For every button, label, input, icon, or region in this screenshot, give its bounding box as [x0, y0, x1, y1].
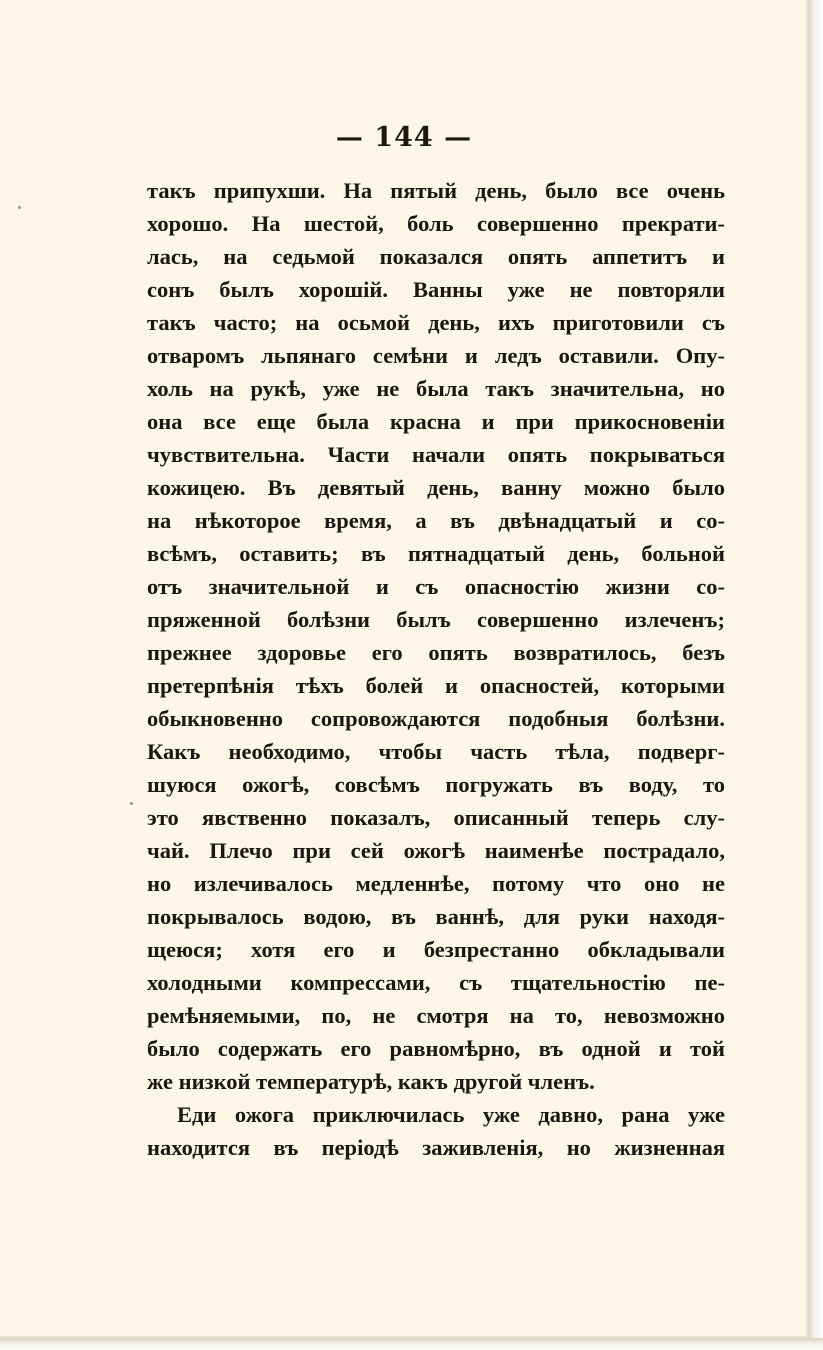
page-edge-bottom: [0, 1338, 823, 1350]
paper-speck: [130, 802, 133, 805]
body-text: [147, 174, 725, 1164]
text-line: она все еще была красна и при прикосновеніи: [147, 409, 725, 434]
text-line: прежнее здоровье его опять возвратилось, безъ: [147, 640, 725, 665]
text-line: щеюся; хотя его и безпрестанно обкладывали: [147, 937, 725, 962]
text-line: находится въ періодѣ заживленія, но жизненная: [147, 1135, 725, 1160]
text-line: покрывалось водою, въ ваннѣ, для руки находя-: [147, 904, 725, 929]
text-line: всѣмъ, оставить; въ пятнадцатый день, больной: [147, 541, 725, 566]
text-line: претерпѣнія тѣхъ болей и опасностей, которыми: [147, 673, 725, 698]
text-line: было содержать его равномѣрно, въ одной и той: [147, 1036, 725, 1061]
text-line: кожицею. Въ девятый день, ванну можно было: [147, 475, 725, 500]
text-line: но излечивалось медленнѣе, потому что оно не: [147, 871, 725, 896]
page-edge-right: [808, 0, 823, 1350]
text-line: отваромъ льпянаго семѣни и ледъ оставили. Опу-: [147, 343, 725, 368]
text-line: же низкой температурѣ, какъ другой членъ.: [147, 1069, 595, 1094]
text-line: такъ припухши. На пятый день, было все очень: [147, 178, 725, 203]
text-line: отъ значительной и съ опасностію жизни со-: [147, 574, 725, 599]
text-line: обыкновенно сопровождаются подобныя болѣзни.: [147, 706, 725, 731]
text-line: холодными компрессами, съ тщательностію пе-: [147, 970, 725, 995]
text-line: лась, на седьмой показался опять аппетитъ и: [147, 244, 725, 269]
text-line: хорошо. На шестой, боль совершенно прекрати-: [147, 211, 725, 236]
text-line: чувствительна. Части начали опять покрываться: [147, 442, 725, 467]
text-line: на нѣкоторое время, а въ двѣнадцатый и со-: [147, 508, 725, 533]
paper-speck: [18, 206, 21, 209]
page-number: — 144 —: [335, 122, 473, 153]
text-line: Какъ необходимо, чтобы часть тѣла, подверг-: [147, 739, 725, 764]
text-line: холь на рукѣ, уже не была такъ значительна, но: [147, 376, 725, 401]
text-line: чай. Плечо при сей ожогѣ наименѣе пострадало,: [147, 838, 725, 863]
text-line: это явственно показалъ, описанный теперь слу-: [147, 805, 725, 830]
text-line: сонъ былъ хорошій. Ванны уже не повторяли: [147, 277, 725, 302]
text-line: такъ часто; на осьмой день, ихъ приготовили съ: [147, 310, 725, 335]
text-line: шуюся ожогѣ, совсѣмъ погружать въ воду, то: [147, 772, 725, 797]
text-line: Еди ожога приключилась уже давно, рана уже: [177, 1102, 725, 1127]
text-line: ремѣняемыми, по, не смотря на то, невозможно: [147, 1003, 725, 1028]
text-line: пряженной болѣзни былъ совершенно излеченъ;: [147, 607, 725, 632]
